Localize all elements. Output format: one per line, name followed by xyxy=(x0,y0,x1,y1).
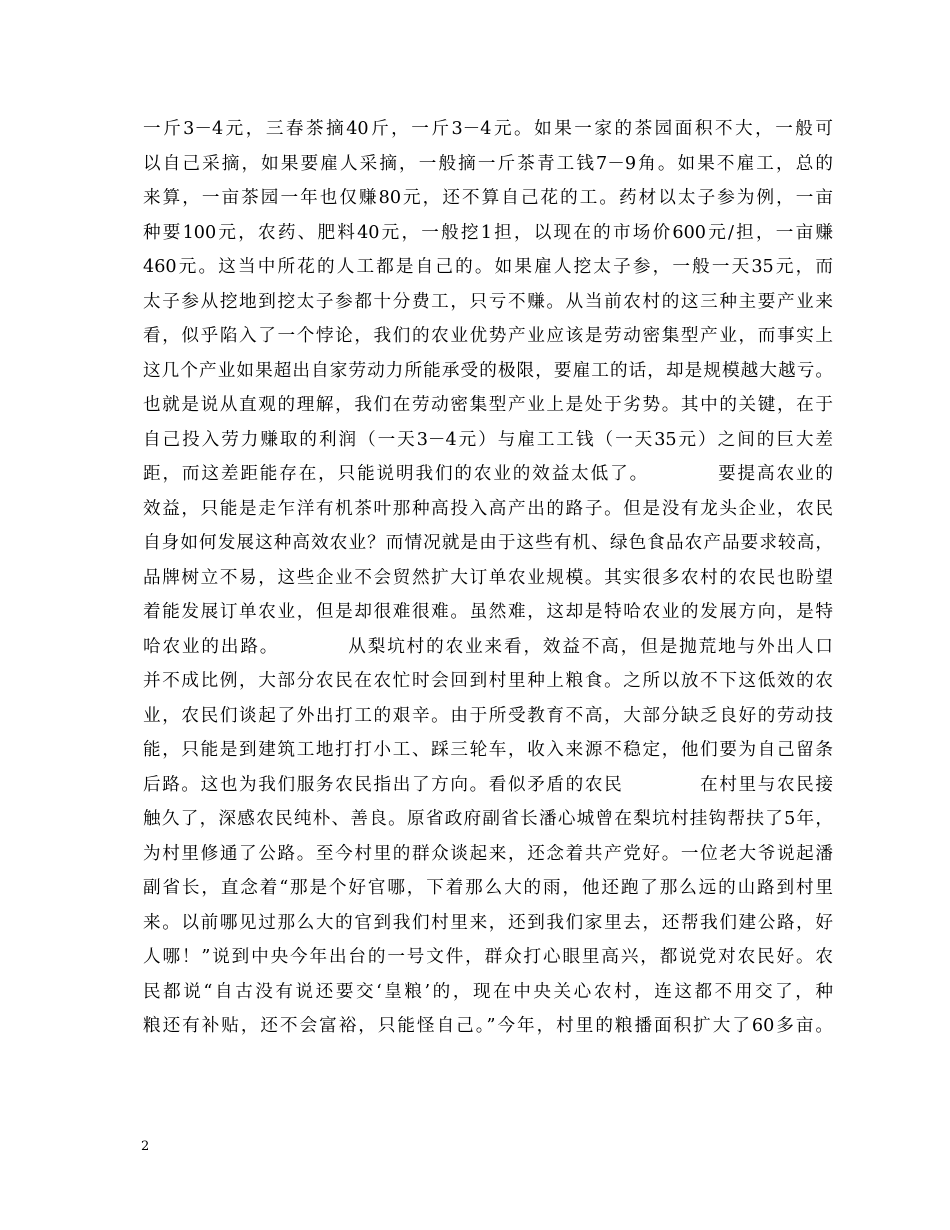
text-line: 460元。这当中所花的人工都是自己的。如果雇人挖太子参，一般一天35元，而 xyxy=(143,257,833,277)
text-line: 后路。这也为我们服务农民指出了方向。看似矛盾的农民 在村里与农民接 xyxy=(143,774,833,795)
text-line: 一斤3－4元，三春茶摘40斤，一斤3－4元。如果一家的茶园面积不大，一般可 xyxy=(143,119,833,139)
text-line: 副省长，直念着“那是个好官哪，下着那么大的雨，他还跑了那么远的山路到村里 xyxy=(143,878,833,898)
text-line: 自己投入劳力赚取的利润（一天3－4元）与雇工工钱（一天35元）之间的巨大差 xyxy=(143,429,833,450)
text-line: 粮还有补贴，还不会富裕，只能怪自己。”今年，村里的粮播面积扩大了60多亩。 xyxy=(143,1016,833,1036)
text-line: 来算，一亩茶园一年也仅赚80元，还不算自己花的工。药材以太子参为例，一亩 xyxy=(143,188,833,208)
text-line: 也就是说从直观的理解，我们在劳动密集型产业上是处于劣势。其中的关键，在于 xyxy=(143,395,833,415)
text-line: 民都说“自古没有说还要交‘皇粮’的，现在中央关心农村，连这都不用交了，种 xyxy=(143,981,833,1002)
text-line: 着能发展订单农业，但是却很难很难。虽然难，这却是特哈农业的发展方向，是特 xyxy=(143,602,833,622)
text-line: 看，似乎陷入了一个悖论，我们的农业优势产业应该是劳动密集型产业，而事实上 xyxy=(143,326,833,346)
text-line: 能，只能是到建筑工地打打小工、踩三轮车，收入来源不稳定，他们要为自己留条 xyxy=(143,740,833,760)
text-line: 业，农民们谈起了外出打工的艰辛。由于所受教育不高，大部分缺乏良好的劳动技 xyxy=(143,705,833,726)
body-text xyxy=(143,112,833,1044)
text-line: 品牌树立不易，这些企业不会贸然扩大订单农业规模。其实很多农村的农民也盼望 xyxy=(143,567,833,588)
text-line: 为村里修通了公路。至今村里的群众谈起来，还念着共产党好。一位老大爷说起潘 xyxy=(143,843,833,864)
text-line: 太子参从挖地到挖太子参都十分费工，只亏不赚。从当前农村的这三种主要产业来 xyxy=(143,291,833,312)
text-line: 距，而这差距能存在，只能说明我们的农业的效益太低了。 要提高农业的 xyxy=(143,464,833,484)
text-line: 效益，只能是走乍洋有机茶叶那种高投入高产出的路子。但是没有龙头企业，农民 xyxy=(143,498,833,519)
text-line: 触久了，深感农民纯朴、善良。原省政府副省长潘心城曾在梨坑村挂钩帮扶了5年， xyxy=(143,809,833,829)
text-line: 这几个产业如果超出自家劳动力所能承受的极限，要雇工的话，却是规模越大越亏。 xyxy=(143,360,833,381)
text-line: 来。以前哪见过那么大的官到我们村里来，还到我们家里去，还帮我们建公路，好 xyxy=(143,912,833,933)
text-line: 人哪！”说到中央今年出台的一号文件，群众打心眼里高兴，都说党对农民好。农 xyxy=(143,947,833,967)
text-line: 自身如何发展这种高效农业？而情况就是由于这些有机、绿色食品农产品要求较高， xyxy=(143,533,833,553)
page-number: 2 xyxy=(141,1139,150,1154)
text-line: 并不成比例，大部分农民在农忙时会回到村里种上粮食。之所以放不下这低效的农 xyxy=(143,671,833,691)
text-line: 以自己采摘，如果要雇人采摘，一般摘一斤茶青工钱7－9角。如果不雇工，总的 xyxy=(143,153,833,174)
text-line: 种要100元，农药、肥料40元，一般挖1担，以现在的市场价600元/担，一亩赚 xyxy=(143,222,833,243)
text-line: 哈农业的出路。 从梨坑村的农业来看，效益不高，但是抛荒地与外出人口 xyxy=(143,636,833,657)
